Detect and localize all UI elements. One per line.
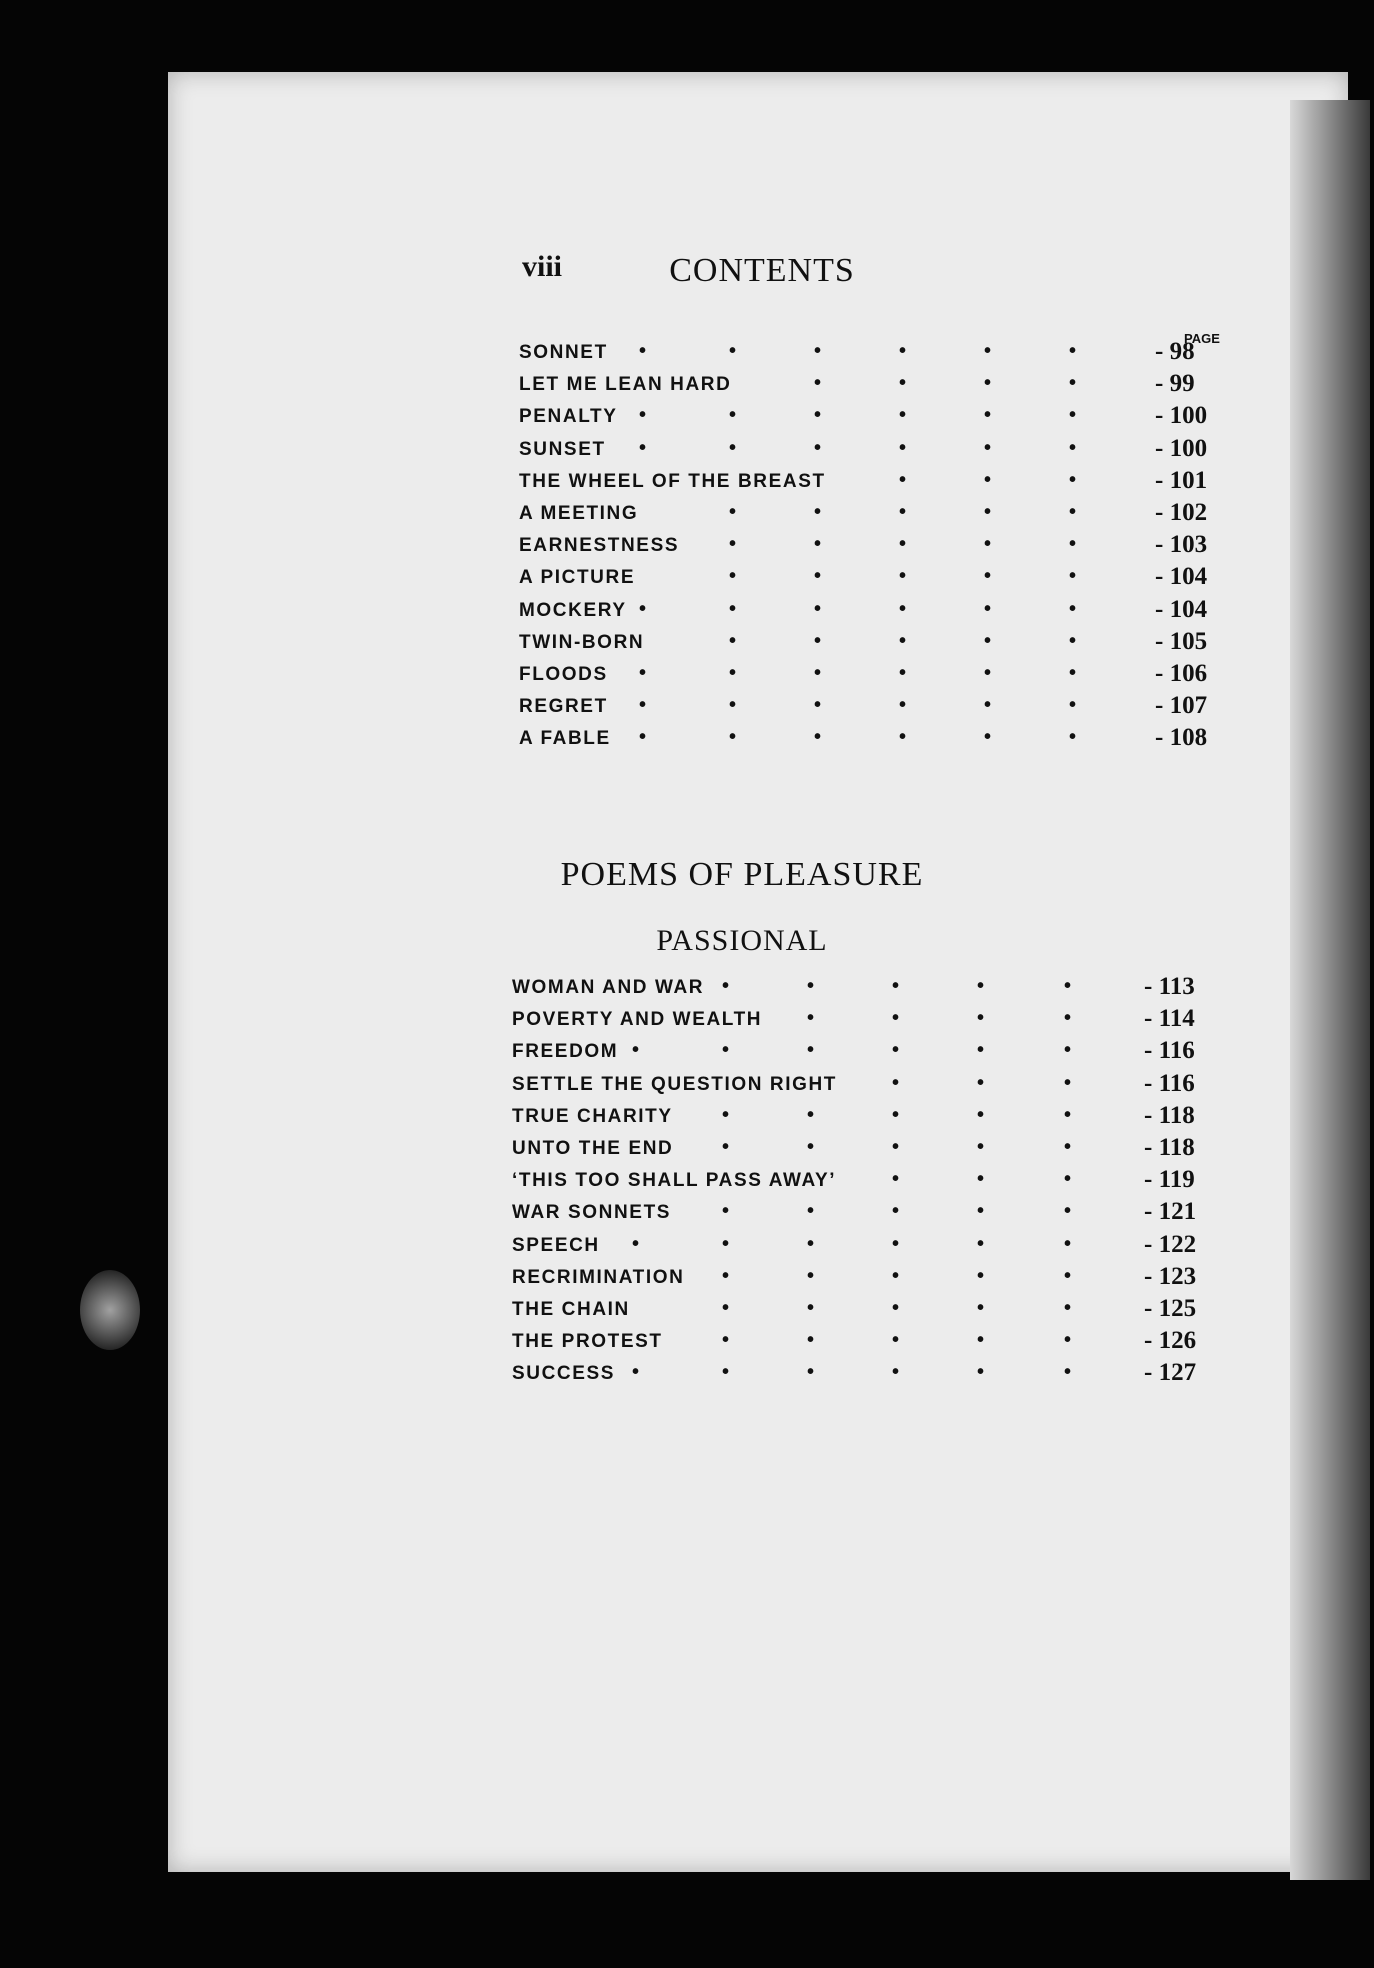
toc-entry-page: - 116 (1144, 1037, 1195, 1065)
section-title: POEMS OF PLEASURE (560, 856, 924, 893)
toc-entry-page: - 104 (1155, 563, 1208, 591)
toc-entry-title: SPEECH (512, 1234, 600, 1256)
toc-entry-title: REGRET (519, 696, 608, 718)
toc-entry-page: - 123 (1144, 1262, 1197, 1290)
toc-entry-title: A FABLE (519, 728, 611, 750)
toc-entry-title: SETTLE THE QUESTION RIGHT (512, 1073, 838, 1095)
toc-entry: THE WHEEL OF THE BREAST • • • - 101 (519, 466, 1208, 494)
toc-entry: TWIN-BORN • • • • • - 105 (519, 627, 1208, 655)
toc-entry-page: - 105 (1155, 627, 1208, 655)
toc-entry-page: - 122 (1144, 1230, 1197, 1258)
toc-entry-title: FLOODS (519, 664, 608, 685)
toc-entry-title: ‘THIS TOO SHALL PASS AWAY’ (512, 1170, 837, 1192)
toc-entry: MOCKERY • • • • • • - 104 (519, 595, 1208, 623)
toc-entry: SUNSET • • • • • • - 100 (519, 434, 1208, 462)
toc-entry: FLOODS • • • • • • - 106 (519, 660, 1208, 687)
toc-entry: SUCCESS • • • • • • - 127 (512, 1359, 1197, 1387)
toc-entry: WOMAN AND WAR • • • • • - 113 (512, 973, 1195, 1000)
toc-entry-page: - 121 (1144, 1198, 1197, 1226)
toc-entry-title: MOCKERY (519, 599, 627, 621)
toc-entry-page: - 108 (1155, 724, 1208, 752)
toc-entry: TRUE CHARITY • • • • • - 118 (512, 1101, 1195, 1129)
page-column-label: PAGE (1184, 331, 1220, 346)
toc-entry-page: - 104 (1155, 595, 1208, 623)
toc-entry-title: FREEDOM (512, 1041, 619, 1063)
toc-entry-page: - 103 (1155, 531, 1208, 559)
toc-entry-title: RECRIMINATION (512, 1266, 685, 1288)
toc-entry: A FABLE • • • • • • - 108 (519, 724, 1208, 752)
toc-entry: SETTLE THE QUESTION RIGHT • • • - 116 (512, 1069, 1195, 1097)
toc-entry: SPEECH • • • • • • - 122 (512, 1230, 1197, 1258)
toc-entry-title: WOMAN AND WAR (512, 977, 705, 998)
page-edge (1290, 100, 1370, 1880)
toc-entry-page: - 127 (1144, 1359, 1197, 1387)
toc-entry-page: - 126 (1144, 1327, 1197, 1355)
toc-entry: PENALTY • • • • • • - 100 (519, 402, 1208, 430)
toc-entry-page: - 100 (1155, 434, 1208, 462)
toc-entry: A MEETING • • • • • - 102 (519, 499, 1208, 526)
toc-entry-page: - 114 (1144, 1005, 1195, 1033)
toc-entry-page: - 116 (1144, 1069, 1195, 1097)
toc-entry-page: - 118 (1144, 1101, 1195, 1129)
toc-entry-page: - 113 (1144, 973, 1195, 1000)
scan-smudge (80, 1270, 140, 1350)
toc-entry: WAR SONNETS • • • • • - 121 (512, 1198, 1197, 1226)
toc-entry-page: - 102 (1155, 499, 1208, 526)
toc-entry-page: - 101 (1155, 466, 1208, 494)
toc-entry-title: UNTO THE END (512, 1138, 674, 1159)
toc-entry-page: - 118 (1144, 1134, 1195, 1161)
toc-entry-title: SUNSET (519, 438, 606, 460)
subsection-title: PASSIONAL (656, 924, 828, 957)
toc-entry-title: THE CHAIN (512, 1299, 630, 1320)
toc-entry: REGRET • • • • • • - 107 (519, 692, 1208, 720)
page-number: viii (522, 250, 563, 283)
toc-entry-title: TRUE CHARITY (512, 1105, 673, 1127)
toc-entry-title: THE WHEEL OF THE BREAST (519, 470, 826, 492)
toc-entry-title: EARNESTNESS (519, 535, 680, 557)
toc-entry: THE PROTEST • • • • • - 126 (512, 1327, 1197, 1355)
toc-entry-page: - 100 (1155, 402, 1208, 430)
toc-entry-title: POVERTY AND WEALTH (512, 1009, 763, 1031)
toc-entry-title: TWIN-BORN (519, 631, 645, 653)
toc-entry-title: A PICTURE (519, 567, 636, 589)
toc-entry-title: SUCCESS (512, 1363, 616, 1385)
toc-entry-page: - 99 (1155, 370, 1195, 398)
toc-entry: EARNESTNESS • • • • • - 103 (519, 531, 1208, 559)
toc-entry-title: LET ME LEAN HARD (519, 374, 732, 396)
toc-entry: THE CHAIN • • • • • - 125 (512, 1295, 1197, 1322)
toc-entry-page: - 125 (1144, 1295, 1197, 1322)
toc-entry-page: - 119 (1144, 1166, 1195, 1194)
toc-entry-title: THE PROTEST (512, 1331, 663, 1353)
toc-entry: A PICTURE • • • • • - 104 (519, 563, 1208, 591)
toc-entry-page: - 106 (1155, 660, 1208, 687)
toc-entry-page: - 98 (1155, 338, 1195, 365)
toc-entry: FREEDOM • • • • • • - 116 (512, 1037, 1195, 1065)
toc-entry-title: A MEETING (519, 503, 639, 524)
toc-entry: UNTO THE END • • • • • - 118 (512, 1134, 1195, 1161)
toc-entry: POVERTY AND WEALTH • • • • - 114 (512, 1005, 1195, 1033)
toc-entry: SONNET • • • • • • - 98 (519, 338, 1195, 365)
toc-entry: RECRIMINATION • • • • • - 123 (512, 1262, 1197, 1290)
toc-entry-page: - 107 (1155, 692, 1208, 720)
toc-entry-title: PENALTY (519, 406, 618, 428)
toc-entry-title: SONNET (519, 342, 608, 363)
contents-title: CONTENTS (669, 252, 855, 289)
toc-entry-title: WAR SONNETS (512, 1202, 672, 1224)
toc-entry: LET ME LEAN HARD • • • • - 99 (519, 370, 1195, 398)
toc-entry: ‘THIS TOO SHALL PASS AWAY’ • • • - 119 (512, 1166, 1195, 1194)
